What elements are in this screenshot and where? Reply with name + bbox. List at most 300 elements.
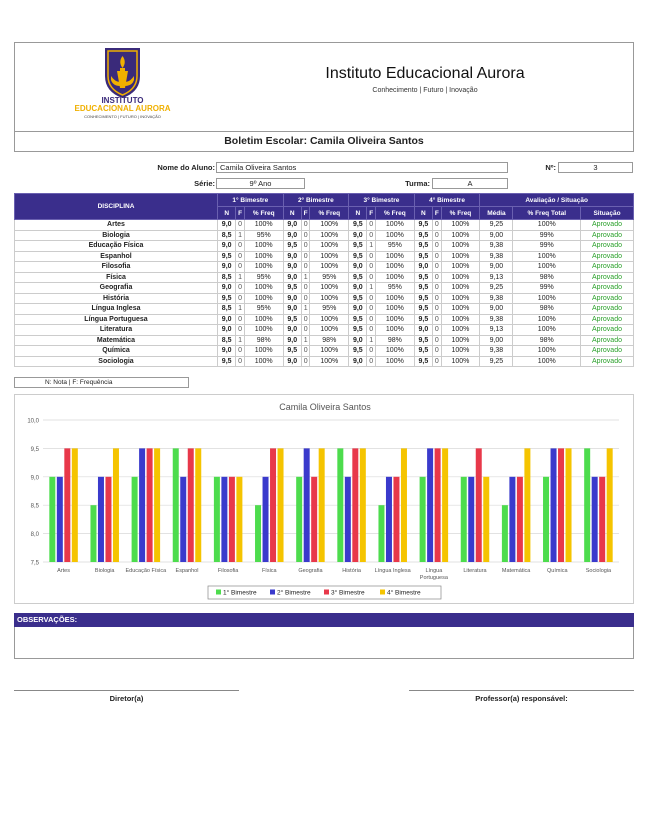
status-cell: Aprovado — [581, 241, 634, 252]
y-tick-label: 7,5 — [30, 560, 39, 567]
absence-cell: 1 — [236, 335, 245, 346]
discipline-name: Artes — [15, 220, 218, 231]
status-cell: Aprovado — [581, 230, 634, 241]
grade-cell: 9,5 — [414, 346, 432, 357]
grade-cell: 9,0 — [218, 241, 236, 252]
absence-cell: 0 — [367, 304, 376, 315]
absence-cell: 0 — [301, 251, 310, 262]
bar-1-bimestre — [49, 477, 55, 562]
col-bimestre-3: 3° Bimestre — [349, 194, 415, 207]
bar-2-bimestre — [592, 477, 598, 562]
average-cell: 9,38 — [480, 241, 513, 252]
discipline-name: Educação Física — [15, 241, 218, 252]
absence-cell: 0 — [433, 293, 442, 304]
absence-cell: 1 — [367, 241, 376, 252]
sub-n-header: N — [218, 207, 236, 220]
freq-cell: 95% — [244, 272, 283, 283]
discipline-name: Geografia — [15, 283, 218, 294]
absence-cell: 0 — [367, 262, 376, 273]
grade-cell: 9,5 — [218, 293, 236, 304]
table-row — [15, 241, 634, 252]
grade-cell: 9,5 — [349, 251, 367, 262]
sub-freq-header: % Freq — [310, 207, 349, 220]
absence-cell: 1 — [367, 335, 376, 346]
freq-cell: 98% — [244, 335, 283, 346]
absence-cell: 0 — [301, 262, 310, 273]
bar-1-bimestre — [378, 505, 384, 562]
freq-cell: 95% — [376, 241, 415, 252]
freq-cell: 100% — [310, 262, 349, 273]
grade-cell: 8,5 — [218, 272, 236, 283]
freq-cell: 95% — [310, 304, 349, 315]
freq-total-cell: 100% — [513, 314, 581, 325]
absence-cell: 0 — [236, 356, 245, 367]
absence-cell: 0 — [367, 314, 376, 325]
bar-2-bimestre — [345, 477, 351, 562]
x-tick-label: Física — [261, 568, 277, 574]
bar-2-bimestre — [304, 448, 310, 562]
freq-cell: 100% — [244, 251, 283, 262]
freq-cell: 100% — [310, 293, 349, 304]
table-row — [15, 283, 634, 294]
bar-3-bimestre — [270, 448, 276, 562]
grade-cell: 8,5 — [218, 335, 236, 346]
grades-chart — [14, 394, 634, 604]
grade-cell: 9,0 — [218, 314, 236, 325]
absence-cell: 1 — [367, 283, 376, 294]
freq-cell: 100% — [441, 356, 480, 367]
sub-f-header: F — [433, 207, 442, 220]
absence-cell: 0 — [367, 346, 376, 357]
x-tick-label: Literatura — [463, 568, 487, 574]
freq-total-cell: 99% — [513, 241, 581, 252]
x-tick-label: Matemática — [501, 568, 531, 574]
freq-cell: 100% — [441, 241, 480, 252]
bar-1-bimestre — [420, 477, 426, 562]
grade-cell: 9,5 — [349, 220, 367, 231]
status-cell: Aprovado — [581, 293, 634, 304]
grade-cell: 9,5 — [414, 230, 432, 241]
x-tick-label: História — [342, 568, 361, 574]
bar-3-bimestre — [64, 448, 70, 562]
freq-cell: 100% — [244, 283, 283, 294]
absence-cell: 0 — [301, 241, 310, 252]
table-note: N: Nota | F: Frequência — [14, 377, 189, 388]
class-field: A — [432, 178, 508, 189]
freq-cell: 100% — [376, 314, 415, 325]
grade-cell: 9,0 — [283, 220, 301, 231]
grade-cell: 9,0 — [283, 293, 301, 304]
freq-cell: 100% — [310, 325, 349, 336]
freq-cell: 100% — [310, 356, 349, 367]
bar-1-bimestre — [132, 477, 138, 562]
bar-1-bimestre — [173, 448, 179, 562]
bar-4-bimestre — [278, 448, 284, 562]
x-tick-label: Filosofia — [217, 568, 239, 574]
director-signature-line — [14, 690, 239, 691]
freq-cell: 100% — [441, 272, 480, 283]
grade-cell: 9,5 — [283, 241, 301, 252]
bar-4-bimestre — [154, 448, 160, 562]
logo-text-line2: EDUCACIONAL AURORA — [74, 104, 171, 113]
absence-cell: 0 — [433, 251, 442, 262]
student-name-label: Nome do Aluno: — [157, 163, 215, 172]
absence-cell: 0 — [367, 230, 376, 241]
x-tick-label: Língua Inglesa — [374, 568, 411, 574]
col-avaliacao: Avaliação / Situação — [480, 194, 634, 207]
chart-title: Camila Oliveira Santos — [279, 402, 371, 412]
grade-cell: 9,0 — [283, 335, 301, 346]
bar-4-bimestre — [566, 448, 572, 562]
freq-cell: 100% — [376, 325, 415, 336]
discipline-name: Literatura — [15, 325, 218, 336]
grade-cell: 9,5 — [414, 335, 432, 346]
bar-4-bimestre — [442, 448, 448, 562]
absence-cell: 0 — [367, 220, 376, 231]
bar-2-bimestre — [98, 477, 104, 562]
freq-total-cell: 100% — [513, 356, 581, 367]
freq-cell: 100% — [376, 251, 415, 262]
sub-f-header: F — [301, 207, 310, 220]
absence-cell: 0 — [433, 241, 442, 252]
absence-cell: 1 — [301, 335, 310, 346]
bar-2-bimestre — [180, 477, 186, 562]
freq-cell: 100% — [310, 346, 349, 357]
freq-cell: 100% — [376, 346, 415, 357]
bar-3-bimestre — [393, 477, 399, 562]
freq-cell: 100% — [244, 346, 283, 357]
bar-4-bimestre — [401, 448, 407, 562]
absence-cell: 0 — [433, 220, 442, 231]
status-cell: Aprovado — [581, 283, 634, 294]
average-cell: 9,25 — [480, 283, 513, 294]
freq-total-cell: 100% — [513, 251, 581, 262]
grade-cell: 9,0 — [349, 335, 367, 346]
grade-cell: 9,0 — [349, 356, 367, 367]
grade-cell: 9,5 — [414, 356, 432, 367]
average-cell: 9,25 — [480, 220, 513, 231]
legend-swatch — [270, 590, 275, 595]
freq-cell: 100% — [376, 293, 415, 304]
absence-cell: 0 — [433, 262, 442, 273]
director-signature-label: Diretor(a) — [109, 694, 144, 703]
discipline-name: Física — [15, 272, 218, 283]
freq-total-cell: 98% — [513, 304, 581, 315]
absence-cell: 0 — [367, 356, 376, 367]
legend-label: 3° Bimestre — [331, 589, 365, 597]
x-tick-label: Língua — [425, 568, 443, 574]
average-cell: 9,00 — [480, 262, 513, 273]
absence-cell: 0 — [433, 272, 442, 283]
situacao-header: Situação — [581, 207, 634, 220]
table-row — [15, 325, 634, 336]
bar-2-bimestre — [468, 477, 474, 562]
freq-cell: 100% — [244, 241, 283, 252]
col-bimestre-4: 4° Bimestre — [414, 194, 480, 207]
discipline-name: História — [15, 293, 218, 304]
grade-cell: 9,0 — [283, 304, 301, 315]
bar-2-bimestre — [509, 477, 515, 562]
legend-swatch — [324, 590, 329, 595]
absence-cell: 0 — [301, 283, 310, 294]
bar-4-bimestre — [360, 448, 366, 562]
average-cell: 9,13 — [480, 325, 513, 336]
grade-cell: 9,5 — [283, 283, 301, 294]
freq-cell: 100% — [244, 314, 283, 325]
bar-4-bimestre — [607, 448, 613, 562]
y-tick-label: 10,0 — [27, 418, 39, 425]
table-row — [15, 356, 634, 367]
freq-cell: 100% — [441, 314, 480, 325]
bar-1-bimestre — [337, 448, 343, 562]
status-cell: Aprovado — [581, 356, 634, 367]
bar-3-bimestre — [352, 448, 358, 562]
absence-cell: 0 — [367, 293, 376, 304]
absence-cell: 0 — [236, 314, 245, 325]
absence-cell: 0 — [433, 283, 442, 294]
discipline-name: Língua Portuguesa — [15, 314, 218, 325]
x-tick-label: Sociologia — [585, 568, 612, 574]
bar-3-bimestre — [311, 477, 317, 562]
average-cell: 9,25 — [480, 356, 513, 367]
bar-3-bimestre — [188, 448, 194, 562]
freq-cell: 100% — [441, 304, 480, 315]
bar-2-bimestre — [221, 477, 227, 562]
grade-cell: 9,5 — [414, 293, 432, 304]
freq-cell: 100% — [244, 220, 283, 231]
legend-swatch — [216, 590, 221, 595]
bar-1-bimestre — [543, 477, 549, 562]
freq-cell: 100% — [441, 283, 480, 294]
absence-cell: 0 — [433, 346, 442, 357]
grade-cell: 9,5 — [349, 325, 367, 336]
table-row — [15, 251, 634, 262]
absence-cell: 0 — [301, 220, 310, 231]
absence-cell: 1 — [301, 304, 310, 315]
freq-total-cell: 100% — [513, 346, 581, 357]
absence-cell: 1 — [236, 230, 245, 241]
grade-cell: 9,0 — [349, 230, 367, 241]
freq-cell: 100% — [376, 356, 415, 367]
grade-cell: 9,0 — [283, 325, 301, 336]
observations-field[interactable] — [14, 627, 634, 659]
discipline-name: Biologia — [15, 230, 218, 241]
logo-text-line1: INSTITUTO — [101, 96, 144, 105]
freq-cell: 100% — [376, 262, 415, 273]
y-tick-label: 8,5 — [30, 503, 39, 510]
bar-4-bimestre — [72, 448, 78, 562]
discipline-name: Química — [15, 346, 218, 357]
freq-total-cell: 100% — [513, 262, 581, 273]
freq-cell: 100% — [376, 220, 415, 231]
grade-cell: 9,0 — [218, 283, 236, 294]
bar-1-bimestre — [502, 505, 508, 562]
x-tick-label: Biologia — [94, 568, 115, 574]
freq-cell: 100% — [310, 251, 349, 262]
discipline-name: Sociologia — [15, 356, 218, 367]
sub-f-header: F — [236, 207, 245, 220]
observations-header: OBSERVAÇÕES: — [14, 613, 634, 627]
freq-cell: 95% — [376, 283, 415, 294]
average-cell: 9,38 — [480, 314, 513, 325]
school-header — [14, 42, 634, 132]
teacher-signature-line — [409, 690, 634, 691]
grade-cell: 9,0 — [218, 346, 236, 357]
bar-1-bimestre — [584, 448, 590, 562]
bar-4-bimestre — [236, 477, 242, 562]
bar-1-bimestre — [296, 477, 302, 562]
y-tick-label: 9,0 — [30, 475, 39, 482]
bar-2-bimestre — [263, 477, 269, 562]
freq-cell: 100% — [441, 293, 480, 304]
x-tick-label: Artes — [57, 568, 70, 574]
absence-cell: 0 — [236, 220, 245, 231]
bar-3-bimestre — [147, 448, 153, 562]
table-row — [15, 272, 634, 283]
teacher-signature-label: Professor(a) responsável: — [475, 694, 568, 703]
grade-cell: 9,5 — [414, 314, 432, 325]
status-cell: Aprovado — [581, 251, 634, 262]
y-tick-label: 8,0 — [30, 532, 39, 539]
freq-cell: 100% — [441, 335, 480, 346]
grade-cell: 9,5 — [283, 346, 301, 357]
bar-1-bimestre — [255, 505, 261, 562]
average-cell: 9,00 — [480, 304, 513, 315]
freq-cell: 100% — [310, 314, 349, 325]
sub-freq-header: % Freq — [441, 207, 480, 220]
bar-4-bimestre — [195, 448, 201, 562]
sub-freq-header: % Freq — [376, 207, 415, 220]
table-row — [15, 304, 634, 315]
absence-cell: 0 — [367, 251, 376, 262]
freq-cell: 100% — [441, 230, 480, 241]
freq-cell: 100% — [376, 272, 415, 283]
status-cell: Aprovado — [581, 325, 634, 336]
y-tick-label: 9,5 — [30, 446, 39, 453]
freq-total-cell: 98% — [513, 272, 581, 283]
grade-label: Série: — [194, 179, 215, 188]
absence-cell: 0 — [433, 325, 442, 336]
bar-4-bimestre — [524, 448, 530, 562]
status-cell: Aprovado — [581, 335, 634, 346]
grade-cell: 9,0 — [414, 325, 432, 336]
sub-f-header: F — [367, 207, 376, 220]
legend-label: 2° Bimestre — [277, 589, 311, 597]
absence-cell: 0 — [301, 314, 310, 325]
discipline-name: Filosofia — [15, 262, 218, 273]
bar-4-bimestre — [113, 448, 119, 562]
student-number-label: Nº: — [545, 163, 556, 172]
absence-cell: 1 — [236, 272, 245, 283]
absence-cell: 0 — [433, 230, 442, 241]
bar-1-bimestre — [461, 477, 467, 562]
bar-3-bimestre — [476, 448, 482, 562]
grade-cell: 9,0 — [218, 220, 236, 231]
discipline-name: Espanhol — [15, 251, 218, 262]
average-cell: 9,00 — [480, 230, 513, 241]
student-number-field: 3 — [558, 162, 633, 173]
freq-cell: 100% — [441, 262, 480, 273]
grade-cell: 9,5 — [349, 293, 367, 304]
grade-cell: 9,5 — [414, 251, 432, 262]
absence-cell: 0 — [433, 335, 442, 346]
absence-cell: 0 — [236, 346, 245, 357]
grade-cell: 9,0 — [349, 262, 367, 273]
bar-2-bimestre — [386, 477, 392, 562]
status-cell: Aprovado — [581, 304, 634, 315]
grade-cell: 9,5 — [349, 346, 367, 357]
grade-cell: 9,0 — [414, 262, 432, 273]
absence-cell: 0 — [367, 272, 376, 283]
grade-cell: 8,5 — [218, 230, 236, 241]
grade-cell: 9,0 — [283, 251, 301, 262]
status-cell: Aprovado — [581, 314, 634, 325]
freq-cell: 98% — [376, 335, 415, 346]
table-row — [15, 346, 634, 357]
col-disciplina: DISCIPLINA — [15, 194, 218, 220]
grade-field: 9º Ano — [216, 178, 305, 189]
freq-cell: 100% — [244, 325, 283, 336]
bar-1-bimestre — [214, 477, 220, 562]
freq-cell: 100% — [244, 293, 283, 304]
x-tick-label: Espanhol — [175, 568, 199, 574]
grade-cell: 9,5 — [349, 241, 367, 252]
sub-n-header: N — [414, 207, 432, 220]
table-row — [15, 262, 634, 273]
absence-cell: 0 — [433, 356, 442, 367]
absence-cell: 1 — [301, 272, 310, 283]
bar-2-bimestre — [551, 448, 557, 562]
grade-cell: 9,5 — [414, 272, 432, 283]
sub-freq-header: % Freq — [244, 207, 283, 220]
table-row — [15, 220, 634, 231]
sub-n-header: N — [349, 207, 367, 220]
table-row — [15, 230, 634, 241]
freq-cell: 100% — [441, 220, 480, 231]
bar-4-bimestre — [319, 448, 325, 562]
school-name: Instituto Educacional Aurora — [325, 65, 525, 82]
status-cell: Aprovado — [581, 220, 634, 231]
bar-3-bimestre — [229, 477, 235, 562]
absence-cell: 0 — [301, 325, 310, 336]
freq-cell: 100% — [376, 304, 415, 315]
absence-cell: 0 — [301, 356, 310, 367]
status-cell: Aprovado — [581, 262, 634, 273]
bar-3-bimestre — [435, 448, 441, 562]
average-cell: 9,00 — [480, 335, 513, 346]
grade-cell: 9,0 — [283, 230, 301, 241]
bar-2-bimestre — [139, 448, 145, 562]
student-name-field: Camila Oliveira Santos — [216, 162, 508, 173]
logo-tagline: CONHECIMENTO | FUTURO | INOVAÇÃO — [84, 114, 161, 119]
grade-cell: 9,5 — [414, 304, 432, 315]
chart-svg — [15, 395, 635, 605]
grade-cell: 9,5 — [218, 356, 236, 367]
grade-cell: 9,5 — [414, 241, 432, 252]
freq-cell: 100% — [376, 230, 415, 241]
grade-cell: 9,0 — [349, 283, 367, 294]
x-tick-label: Portuguesa — [419, 575, 448, 581]
average-cell: 9,38 — [480, 346, 513, 357]
bar-1-bimestre — [90, 505, 96, 562]
grade-cell: 9,0 — [218, 325, 236, 336]
grade-cell: 9,5 — [349, 272, 367, 283]
grade-cell: 9,0 — [283, 356, 301, 367]
absence-cell: 0 — [236, 293, 245, 304]
freq-cell: 95% — [244, 230, 283, 241]
bar-2-bimestre — [427, 448, 433, 562]
freq-total-cell: 99% — [513, 230, 581, 241]
